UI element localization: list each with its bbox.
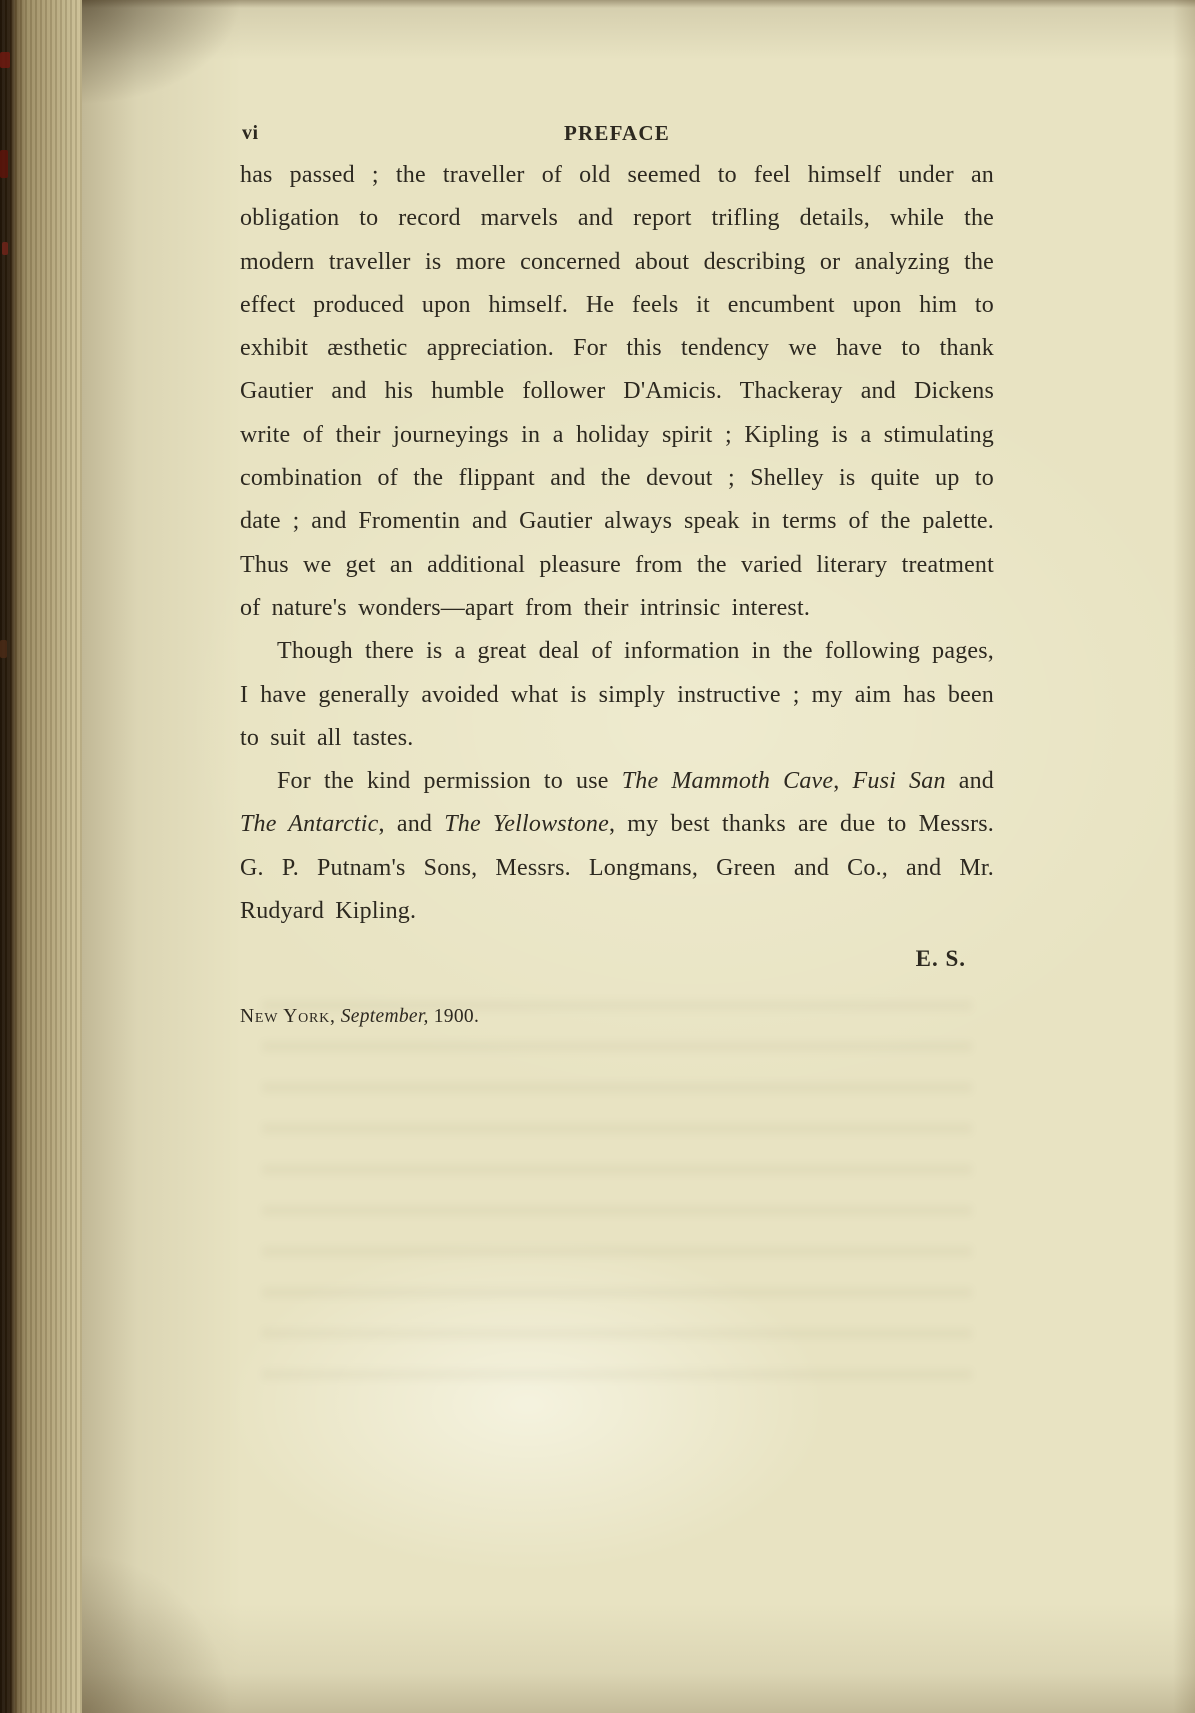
preface-body xyxy=(240,154,994,933)
page-corner-shadow-bottom xyxy=(82,1553,232,1713)
paragraph xyxy=(240,630,994,760)
binding-mark xyxy=(0,150,8,178)
paragraph xyxy=(240,154,994,630)
book-binding-edge xyxy=(0,0,82,1713)
page-title: PREFACE xyxy=(563,121,670,145)
paragraph-text: Though there is a great deal of information in the following pages, I have generally avoided what is simply instructive ; my aim has been to suit all tastes. xyxy=(240,638,994,751)
paragraph-text: , my best thanks are due to Messrs. G. P. Putnam's Sons, Messrs. Longmans, Green and Co., and Mr. Rudyard Kipling. xyxy=(240,811,995,925)
paragraph-text: has passed ; the traveller of old seemed to feel himself under an obligation to record marvels and report trifling details, while the modern traveller is more concerned about describing or analyzing the effect produced upon himself. He feels it encumbent upon him to exhibit æsthetic appreciation. For this tendency we have to thank Gautier and his humble follower D'Amicis. Thackeray and Dickens write of their journeyings in a holiday spirit ; Kipling is a stimulating combination of the flippant and the devout ; Shelley is quite up to date ; and Fromentin and Gautier always speak in terms of the palette. Thus we get an additional pleasure from the varied literary treatment of nature's wonders—apart from their intrinsic interest. xyxy=(240,162,994,621)
book-page xyxy=(82,0,1195,1713)
book-title-italic: Fusi San xyxy=(852,768,946,795)
binding-mark xyxy=(2,242,8,255)
book-title-italic: The Antarctic xyxy=(240,811,379,838)
page-corner-shadow-top xyxy=(82,0,242,105)
reverse-print-show-through xyxy=(262,1000,972,1390)
book-title-italic: The Mammoth Cave xyxy=(621,768,834,795)
paragraph xyxy=(240,760,994,933)
book-title-italic: The Yellowstone xyxy=(444,811,609,838)
paragraph-text: For the kind permission to use xyxy=(277,768,622,795)
dateline-month: September, xyxy=(340,1005,429,1027)
paragraph-text: , xyxy=(833,768,853,795)
dateline xyxy=(240,995,994,1038)
dateline-place: New York, xyxy=(240,1005,336,1027)
author-signature: E. S. xyxy=(915,946,966,972)
dateline-year: 1900. xyxy=(433,1005,480,1027)
page-number: vi xyxy=(242,122,259,144)
paragraph-text: , and xyxy=(378,811,445,838)
paragraph-text: and xyxy=(945,768,994,795)
printed-text-block xyxy=(240,106,994,1038)
running-head xyxy=(240,106,994,154)
binding-mark xyxy=(0,52,10,68)
binding-mark xyxy=(0,640,7,658)
